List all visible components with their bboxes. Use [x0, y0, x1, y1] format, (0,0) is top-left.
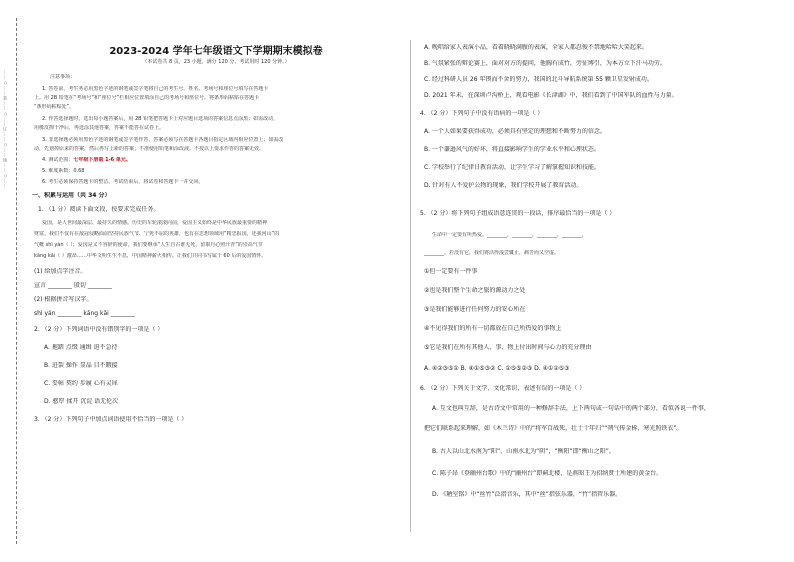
notice-title: 注意事项：: [50, 74, 76, 80]
question-4: 4. （2 分）下列句子中没有语病的一项是（ ）: [420, 110, 544, 117]
exam-title: 2023-2024 学年七年级语文下学期期末模拟卷: [109, 46, 323, 57]
passage-line: 气概 shì yán（ ）；爱国是义不容辞的使命，我们要继承“人生自古谁无死，留取丹心照汗青”的崇高气节: [34, 242, 263, 248]
sentence-item: ④不见得我们的所有一切都放在自己所热爱的事物上: [424, 325, 562, 332]
note-5: 5. 难度系数：0.68: [42, 168, 85, 174]
option-cont: 把它们联系起来理解，如《木兰诗》中的“将军百战死，壮士十年归”“朔气传金柝，寒光照铁衣”。: [424, 425, 683, 432]
exam-subtitle: （本试卷共 8 页，23 小题，满分 120 分，考试用时 120 分钟。）: [142, 59, 290, 65]
option: C. 陈子昂《登幽州台歌》中的“幽州台”即蓟北楼，是燕昭王为招纳贤士所建的黄金台。: [432, 470, 663, 477]
question-3: 3. （2 分）下列句子中加点词语使用不恰当的一项是（ ）: [34, 416, 188, 423]
option: A. 一个人如果要获得成功，必须具有坚定的理想和不断努力的信念。: [424, 128, 606, 135]
q5-stem-cont: ________。若没有它，我们将活得浅尝辄止，痛苦而又空虚。: [424, 250, 560, 256]
q1-part-1: (1) 给加点字注音。: [34, 268, 87, 275]
note-line: 2. 作答选择题时，选出每小题答案后，用 2B 铅笔把答题卡上对应题目选项的答案信息点涂黑；如需改动，: [42, 116, 279, 122]
column-divider: [410, 40, 411, 532]
note-line: 上。用 2B 铅笔在“考场号”和“座位号”栏相应位置填涂自己的考场号和座位号。将条形码粘贴在答题卡: [34, 95, 260, 101]
option: B. 古人以山北水南为“阳”，山南水北为“阴”，“衡阳”即“衡山之阳”。: [432, 448, 615, 455]
note-line: 用橡皮擦干净后，再选涂其他答案，答案不能答在试卷上。: [34, 125, 165, 131]
note-6: 6. 考生必须保持答题卡的整洁。考试结束后，将试卷和答题卡一并交回。: [42, 179, 204, 185]
note-line: “条形码粘贴处”。: [34, 104, 75, 110]
q5-stem: 生命中一定要有所热爱。________，________，________，________，: [432, 232, 588, 238]
option: D. 《陋室铭》中“丝竹”泛指音乐，其中“丝”指弦乐器，“竹”指管乐器。: [432, 491, 622, 498]
question-6: 6. （2 分）下列关于文学、文化常识，表述有误的一项是（ ）: [420, 385, 586, 392]
note-line: 3. 非选择题必须用黑色字迹的钢笔或签字笔作答，答案必须写在答题卡各题目指定区域内相应位置上；如需改: [42, 137, 284, 143]
note-line: 1. 答卷前，考生务必用黑色字迹的钢笔或签字笔将自己的考生号、姓名、考场号和座位号填写在答题卡: [42, 86, 269, 92]
passage-line: kāng kǎi（ ）激昂……中华文明生生不息，中国精神薪火相传。让我们共同书写属于 60 后的爱国情怀。: [34, 253, 267, 259]
question-2: 2. （2 分）下列词语中没有错别字的一项是（ ）: [34, 326, 164, 333]
passage-line: 财富。我们不仅有在敌寇侵略面前坚持民族气节、宁死不屈的英雄，也有在思想领域用“精忠报国，还我河山”的: [34, 231, 280, 237]
q1-part-2-blanks: shì yán ________ kāng kǎi ________: [34, 310, 135, 317]
q1-part-1-blanks: 宣言 ________ 殷切 ________: [34, 282, 112, 289]
binding-text: ……○……装……○……订……○……线……○……: [3, 70, 8, 189]
option: D. 2021 年末，在深圳卢沟桥上，观看电影《长津湖》中，我们看到了中国军队的血性与力量。: [424, 92, 678, 99]
passage-line: 爱国，是人世间最深层、最持久的情感。历史的车轮滚滚向前，爱国主义始终是中华民族最重要的精神: [42, 220, 268, 226]
question-1: 1. （1 分）阅读下面文段，按要求完成任务。: [38, 206, 160, 213]
test-range: 七年级下册第 1-6 单元。: [73, 157, 131, 163]
q1-part-2: (2) 根据拼音写汉字。: [34, 296, 93, 303]
option: D. 憨厚 揉开 沉淀 语无伦次: [44, 398, 119, 405]
option: C. 学校举行了纪律日教育活动，让学生学习了解掌握知识和技能。: [424, 164, 601, 171]
option: A. 互文也叫互辞，是古诗文中常用的一种修辞手法，上下两句或一句话中的两个部分，看似各说一件事，: [432, 405, 710, 412]
option: C. 妥帖 契约 步履 心有灵犀: [44, 380, 118, 387]
note-line: 动，先划掉原来的答案，然后再写上新的答案；不准使用铅笔和涂改液。不按以上要求作答的答案无效。: [34, 146, 265, 152]
question-5: 5. （2 分）将下列句子组成语意连贯的一段话，排序最恰当的一项是（ ）: [420, 210, 616, 217]
option: C. 经过科研人员 26 年锲而不舍的努力，我国的北斗导航系统第 55 颗卫星发射成功。: [424, 76, 653, 83]
note-4-prefix: 4. 测试范围：: [42, 157, 74, 163]
option: B. 气氛紧张的辩论赛上，面对对方的提问，他胸有成竹，旁征博引，为本方立下汗马功劳。: [424, 60, 666, 67]
sentence-item: ③是我们能够进行任何努力的安心所在: [424, 306, 526, 313]
sentence-item: ⑤它是我们在所有其他人、事、物上付出时间与心力的充分理由: [424, 344, 592, 351]
sentence-item: ①但一定要有一件事: [424, 268, 478, 275]
option: A. 晚唱给家人表演小品，看着晓晓满腹的表演，全家人都忍俊不禁地哈哈大笑起来。: [424, 44, 648, 51]
binding-margin: [0, 0, 28, 562]
option: B. 迸裂 操作 显晶 目不暇接: [44, 362, 118, 369]
note-4: [42, 157, 131, 163]
option: A. 拖踏 点缀 通缉 迫不急待: [44, 344, 118, 351]
q5-options: A. ④②③⑤① B. ④①⑤③② C. ①⑤⑤②③ D. ④①②⑤③: [424, 365, 570, 372]
binding-dashed-line: [16, 18, 17, 544]
option: D. 针对有人不爱护公物的现象，我们学校开展了教育活动。: [424, 182, 583, 189]
option: B. 一个谦逊风气的好坏，将直接影响学生的学业水平和心理状态。: [424, 146, 600, 153]
sentence-item: ②也是我们整个生命之旅的源动力之处: [424, 287, 526, 294]
section-heading: 一、积累与运用（共 34 分）: [32, 192, 111, 199]
